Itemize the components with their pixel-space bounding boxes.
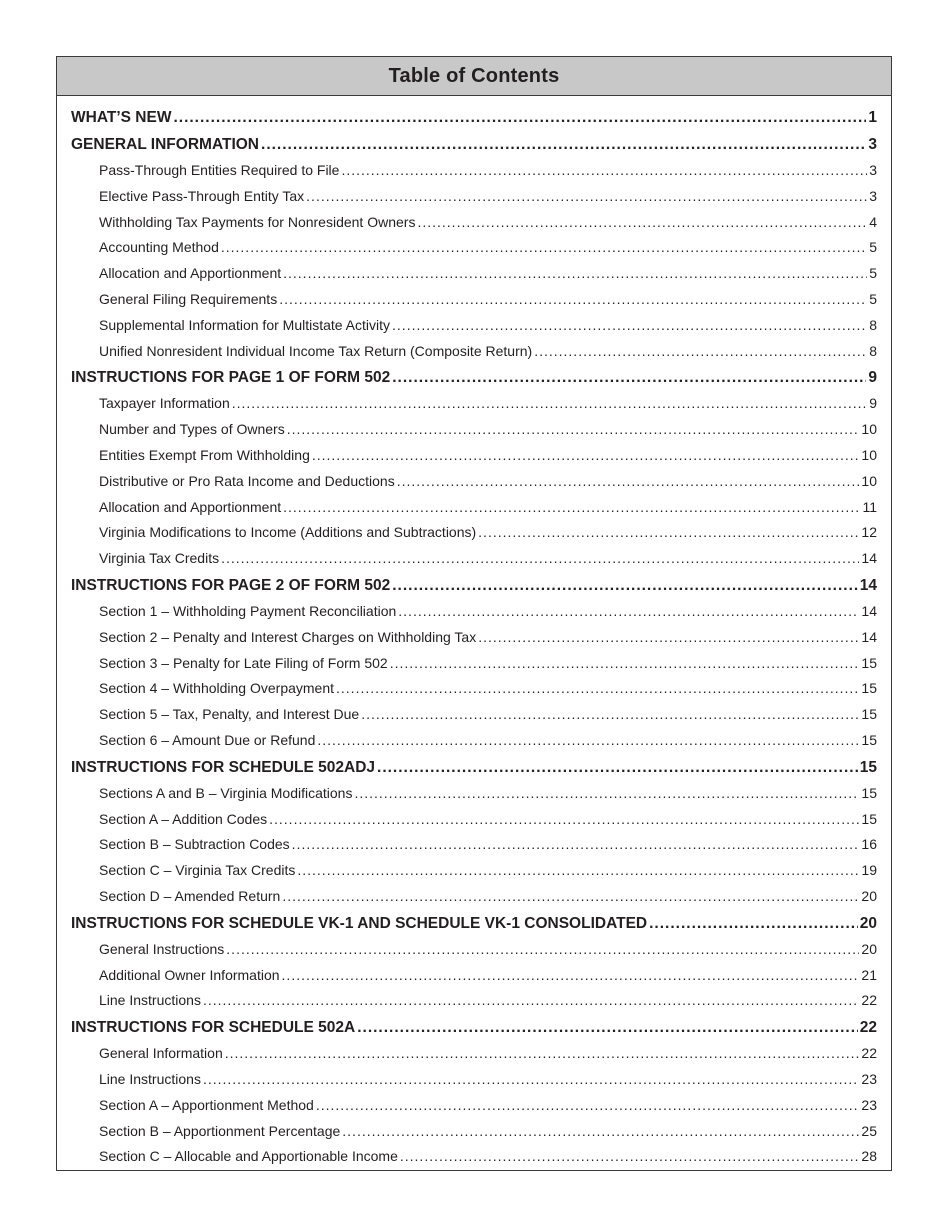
dot-leader bbox=[173, 104, 866, 131]
toc-entry-page-number: 25 bbox=[861, 1122, 877, 1139]
toc-subsection-entry bbox=[71, 1041, 877, 1067]
dot-leader bbox=[203, 988, 859, 1014]
toc-entry-label: Line Instructions bbox=[99, 1070, 201, 1087]
toc-entry-label: Number and Types of Owners bbox=[99, 421, 285, 438]
dot-leader bbox=[377, 754, 858, 781]
dot-leader bbox=[342, 1119, 859, 1145]
toc-entry-label: Section A – Apportionment Method bbox=[99, 1096, 314, 1113]
toc-entry-page-number: 14 bbox=[859, 576, 877, 594]
toc-section-entry bbox=[71, 364, 877, 391]
toc-entry-label: WHAT’S NEW bbox=[71, 109, 172, 126]
toc-entry-label: Entities Exempt From Withholding bbox=[99, 446, 310, 463]
toc-subsection-entry bbox=[71, 158, 877, 184]
toc-entry-page-number: 8 bbox=[869, 316, 877, 333]
toc-subsection-entry bbox=[71, 235, 877, 261]
toc-entry-label: Virginia Tax Credits bbox=[99, 550, 220, 567]
toc-entry-label: Elective Pass-Through Entity Tax bbox=[99, 187, 305, 204]
toc-subsection-entry bbox=[71, 313, 877, 339]
dot-leader bbox=[292, 832, 860, 858]
toc-subsection-entry bbox=[71, 1119, 877, 1145]
dot-leader bbox=[312, 443, 860, 469]
toc-entry-page-number: 23 bbox=[861, 1070, 877, 1087]
dot-leader bbox=[316, 1093, 860, 1119]
toc-subsection-entry bbox=[71, 651, 877, 677]
toc-entry-label: Section B – Subtraction Codes bbox=[99, 836, 290, 853]
toc-entry-label: Sections A and B – Virginia Modifications bbox=[99, 784, 353, 801]
toc-subsection-entry bbox=[71, 443, 877, 469]
toc-entry-page-number: 1 bbox=[868, 109, 877, 126]
toc-entry-page-number: 9 bbox=[868, 369, 877, 387]
dot-leader bbox=[297, 858, 859, 884]
toc-subsection-entry bbox=[71, 417, 877, 443]
dot-leader bbox=[361, 702, 859, 728]
toc-section-entry bbox=[71, 910, 877, 937]
toc-subsection-entry bbox=[71, 702, 877, 728]
toc-entry-page-number: 19 bbox=[861, 862, 877, 879]
toc-entry-label: Line Instructions bbox=[99, 992, 201, 1009]
toc-entry-page-number: 15 bbox=[859, 758, 877, 776]
toc-entry-page-number: 11 bbox=[862, 498, 877, 515]
toc-entry-label: Unified Nonresident Individual Income Tax Return (Composite Return) bbox=[99, 342, 533, 359]
toc-entry-page-number: 14 bbox=[861, 550, 877, 567]
toc-entry-page-number: 4 bbox=[869, 213, 877, 230]
dot-leader bbox=[417, 210, 867, 236]
toc-entry-page-number: 20 bbox=[861, 940, 877, 957]
dot-leader bbox=[534, 339, 867, 365]
toc-entry-page-number: 15 bbox=[861, 784, 877, 801]
toc-entry-page-number: 3 bbox=[868, 136, 877, 153]
dot-leader bbox=[221, 546, 859, 572]
toc-subsection-entry bbox=[71, 287, 877, 313]
dot-leader bbox=[392, 313, 867, 339]
toc-entry-page-number: 23 bbox=[861, 1096, 877, 1113]
toc-entry-page-number: 21 bbox=[861, 966, 877, 983]
toc-subsection-entry bbox=[71, 599, 877, 625]
dot-leader bbox=[287, 417, 860, 443]
toc-entry-label: Distributive or Pro Rata Income and Deductions bbox=[99, 472, 395, 489]
toc-entry-label: General Filing Requirements bbox=[99, 290, 278, 307]
dot-leader bbox=[283, 261, 867, 287]
toc-entry-page-number: 10 bbox=[861, 421, 877, 438]
toc-section-entry bbox=[71, 572, 877, 599]
toc-entry-page-number: 15 bbox=[861, 810, 877, 827]
toc-subsection-entry bbox=[71, 807, 877, 833]
toc-subsection-entry bbox=[71, 937, 877, 963]
toc-entry-label: Section 6 – Amount Due or Refund bbox=[99, 731, 316, 748]
toc-entry-page-number: 22 bbox=[861, 992, 877, 1009]
toc-entry-label: Section 1 – Withholding Payment Reconciliation bbox=[99, 602, 397, 619]
toc-subsection-entry bbox=[71, 520, 877, 546]
toc-entry-label: Allocation and Apportionment bbox=[99, 265, 282, 282]
toc-entry-label: Section B – Apportionment Percentage bbox=[99, 1122, 341, 1139]
toc-entry-label: Allocation and Apportionment bbox=[99, 498, 282, 515]
toc-subsection-entry bbox=[71, 858, 877, 884]
dot-leader bbox=[283, 495, 860, 521]
dot-leader bbox=[478, 625, 859, 651]
toc-subsection-entry bbox=[71, 261, 877, 287]
toc-header bbox=[57, 57, 891, 96]
toc-entry-label: Supplemental Information for Multistate Activity bbox=[99, 316, 391, 333]
toc-entry-label: Section C – Virginia Tax Credits bbox=[99, 862, 296, 879]
dot-leader bbox=[354, 781, 859, 807]
toc-entry-label: Section A – Addition Codes bbox=[99, 810, 268, 827]
toc-section-entry bbox=[71, 1014, 877, 1041]
table-of-contents bbox=[56, 56, 892, 1171]
toc-entry-page-number: 20 bbox=[859, 914, 877, 932]
dot-leader bbox=[261, 131, 866, 158]
toc-section-entry bbox=[71, 104, 877, 131]
dot-leader bbox=[232, 391, 867, 417]
toc-subsection-entry bbox=[71, 676, 877, 702]
toc-entry-label: GENERAL INFORMATION bbox=[71, 136, 260, 153]
dot-leader bbox=[269, 807, 859, 833]
toc-subsection-entry bbox=[71, 963, 877, 989]
dot-leader bbox=[357, 1014, 858, 1041]
toc-subsection-entry bbox=[71, 1144, 877, 1170]
toc-entry-label: Section C – Allocable and Apportionable Income bbox=[99, 1148, 398, 1165]
toc-entry-page-number: 15 bbox=[861, 731, 877, 748]
toc-entry-page-number: 16 bbox=[861, 836, 877, 853]
toc-subsection-entry bbox=[71, 781, 877, 807]
toc-subsection-entry bbox=[71, 832, 877, 858]
toc-title: Table of Contents bbox=[388, 64, 560, 87]
toc-section-entry bbox=[71, 754, 877, 781]
dot-leader bbox=[400, 1144, 860, 1170]
toc-subsection-entry bbox=[71, 495, 877, 521]
dot-leader bbox=[225, 1041, 860, 1067]
toc-entry-page-number: 22 bbox=[861, 1045, 877, 1062]
dot-leader bbox=[279, 287, 867, 313]
toc-subsection-entry bbox=[71, 1067, 877, 1093]
toc-entry-page-number: 5 bbox=[869, 239, 877, 256]
dot-leader bbox=[649, 910, 858, 937]
toc-subsection-entry bbox=[71, 625, 877, 651]
toc-subsection-entry bbox=[71, 391, 877, 417]
toc-entry-page-number: 10 bbox=[861, 446, 877, 463]
toc-entry-page-number: 15 bbox=[861, 706, 877, 723]
toc-section-entry bbox=[71, 131, 877, 158]
dot-leader bbox=[221, 235, 867, 261]
toc-subsection-entry bbox=[71, 728, 877, 754]
toc-entry-page-number: 3 bbox=[869, 187, 877, 204]
dot-leader bbox=[398, 599, 859, 625]
toc-entry-label: Accounting Method bbox=[99, 239, 219, 256]
toc-entry-label: General Information bbox=[99, 1045, 223, 1062]
dot-leader bbox=[317, 728, 859, 754]
toc-subsection-entry bbox=[71, 210, 877, 236]
dot-leader bbox=[282, 884, 859, 910]
dot-leader bbox=[226, 937, 859, 963]
toc-entry-label: Pass-Through Entities Required to File bbox=[99, 162, 340, 178]
toc-entry-page-number: 5 bbox=[869, 290, 877, 307]
toc-entry-page-number: 12 bbox=[861, 524, 877, 541]
toc-subsection-entry bbox=[71, 184, 877, 210]
toc-entry-label: Taxpayer Information bbox=[99, 395, 230, 412]
toc-subsection-entry bbox=[71, 339, 877, 365]
toc-entry-page-number: 14 bbox=[861, 628, 877, 645]
toc-entry-page-number: 9 bbox=[869, 395, 877, 412]
dot-leader bbox=[397, 469, 860, 495]
toc-subsection-entry bbox=[71, 469, 877, 495]
toc-entry-label: INSTRUCTIONS FOR SCHEDULE VK-1 AND SCHEDULE VK-1 CONSOLIDATED bbox=[71, 914, 648, 932]
dot-leader bbox=[336, 676, 859, 702]
toc-entry-label: INSTRUCTIONS FOR PAGE 1 OF FORM 502 bbox=[71, 369, 391, 387]
toc-entry-label: Section D – Amended Return bbox=[99, 887, 281, 904]
toc-entry-page-number: 5 bbox=[869, 265, 877, 282]
dot-leader bbox=[203, 1067, 859, 1093]
dot-leader bbox=[306, 184, 867, 210]
dot-leader bbox=[341, 158, 867, 184]
toc-entry-page-number: 28 bbox=[861, 1148, 877, 1165]
toc-entry-label: INSTRUCTIONS FOR SCHEDULE 502A bbox=[71, 1019, 356, 1037]
toc-subsection-entry bbox=[71, 1093, 877, 1119]
toc-entry-label: Section 3 – Penalty for Late Filing of Form 502 bbox=[99, 654, 388, 671]
toc-entry-label: Additional Owner Information bbox=[99, 966, 280, 983]
toc-entry-page-number: 15 bbox=[861, 680, 877, 697]
dot-leader bbox=[478, 520, 859, 546]
toc-entry-page-number: 20 bbox=[861, 887, 877, 904]
toc-entry-page-number: 14 bbox=[861, 602, 877, 619]
toc-entry-label: INSTRUCTIONS FOR SCHEDULE 502ADJ bbox=[71, 758, 376, 776]
toc-subsection-entry bbox=[71, 884, 877, 910]
toc-entry-label: INSTRUCTIONS FOR PAGE 2 OF FORM 502 bbox=[71, 576, 391, 594]
toc-entry-page-number: 22 bbox=[859, 1019, 877, 1037]
dot-leader bbox=[282, 963, 860, 989]
toc-entry-label: Section 2 – Penalty and Interest Charges on Withholding Tax bbox=[99, 628, 477, 645]
toc-entry-label: Virginia Modifications to Income (Additions and Subtractions) bbox=[99, 524, 477, 541]
toc-entry-page-number: 10 bbox=[861, 472, 877, 489]
dot-leader bbox=[390, 651, 860, 677]
toc-entry-page-number: 15 bbox=[861, 654, 877, 671]
toc-entry-page-number: 8 bbox=[869, 342, 877, 359]
dot-leader bbox=[392, 364, 866, 391]
toc-subsection-entry bbox=[71, 988, 877, 1014]
toc-entry-page-number: 3 bbox=[869, 162, 877, 178]
toc-subsection-entry bbox=[71, 546, 877, 572]
dot-leader bbox=[392, 572, 858, 599]
toc-list bbox=[71, 104, 877, 1170]
toc-entry-label: Section 4 – Withholding Overpayment bbox=[99, 680, 335, 697]
toc-entry-label: Section 5 – Tax, Penalty, and Interest Due bbox=[99, 706, 360, 723]
toc-entry-label: General Instructions bbox=[99, 940, 225, 957]
toc-entry-label: Withholding Tax Payments for Nonresident Owners bbox=[99, 213, 416, 230]
